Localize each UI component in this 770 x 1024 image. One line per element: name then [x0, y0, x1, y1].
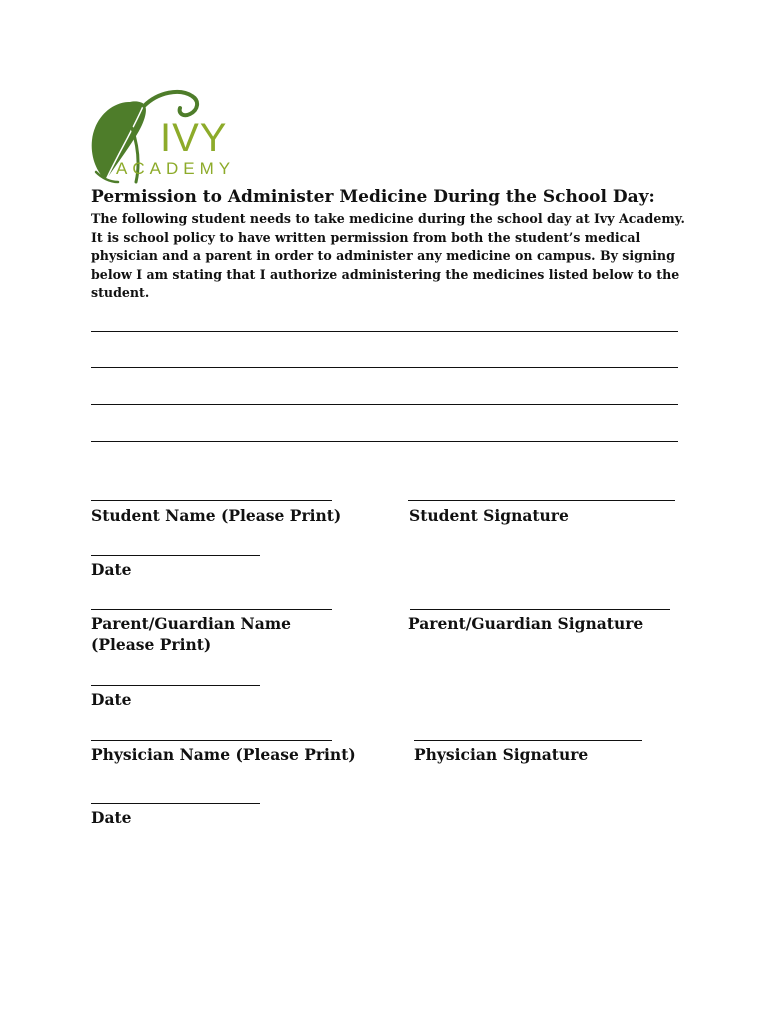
medicine-line-1[interactable] — [91, 331, 678, 332]
student-signature-line[interactable] — [408, 500, 675, 501]
physician-signature-label: Physician Signature — [414, 745, 589, 764]
physician-name-line[interactable] — [91, 740, 332, 741]
logo-academy-text: ACADEMY — [116, 159, 236, 178]
date-label-2: Date — [91, 690, 132, 709]
student-signature-label: Student Signature — [409, 506, 569, 525]
parent-signature-label: Parent/Guardian Signature — [408, 614, 644, 633]
medicine-line-3[interactable] — [91, 404, 678, 405]
medicine-line-2[interactable] — [91, 367, 678, 368]
form-intro: The following student needs to take medicine during the school day at Ivy Academy. It is school policy to have written permission from both the student’s medical physician and a parent in order to administer any medicine on campus. By signing below I am stating that I authorize administering the medicines listed below to the student. — [91, 211, 685, 300]
date-line-1[interactable] — [91, 555, 260, 556]
medicine-line-4[interactable] — [91, 441, 678, 442]
parent-name-label: Parent/Guardian Name — [91, 614, 292, 633]
date-label-1: Date — [91, 560, 132, 579]
student-name-line[interactable] — [91, 500, 332, 501]
parent-signature-line[interactable] — [410, 609, 670, 610]
date-label-3: Date — [91, 808, 132, 827]
date-line-3[interactable] — [91, 803, 260, 804]
parent-name-line[interactable] — [91, 609, 332, 610]
form-title: Permission to Administer Medicine During the School Day: — [91, 187, 655, 207]
student-name-label: Student Name (Please Print) — [91, 506, 342, 525]
date-line-2[interactable] — [91, 685, 260, 686]
parent-name-label-sub: (Please Print) — [91, 635, 212, 654]
physician-name-label: Physician Name (Please Print) — [91, 745, 356, 764]
logo-ivy-text: IVY — [160, 116, 228, 160]
physician-signature-line[interactable] — [414, 740, 642, 741]
